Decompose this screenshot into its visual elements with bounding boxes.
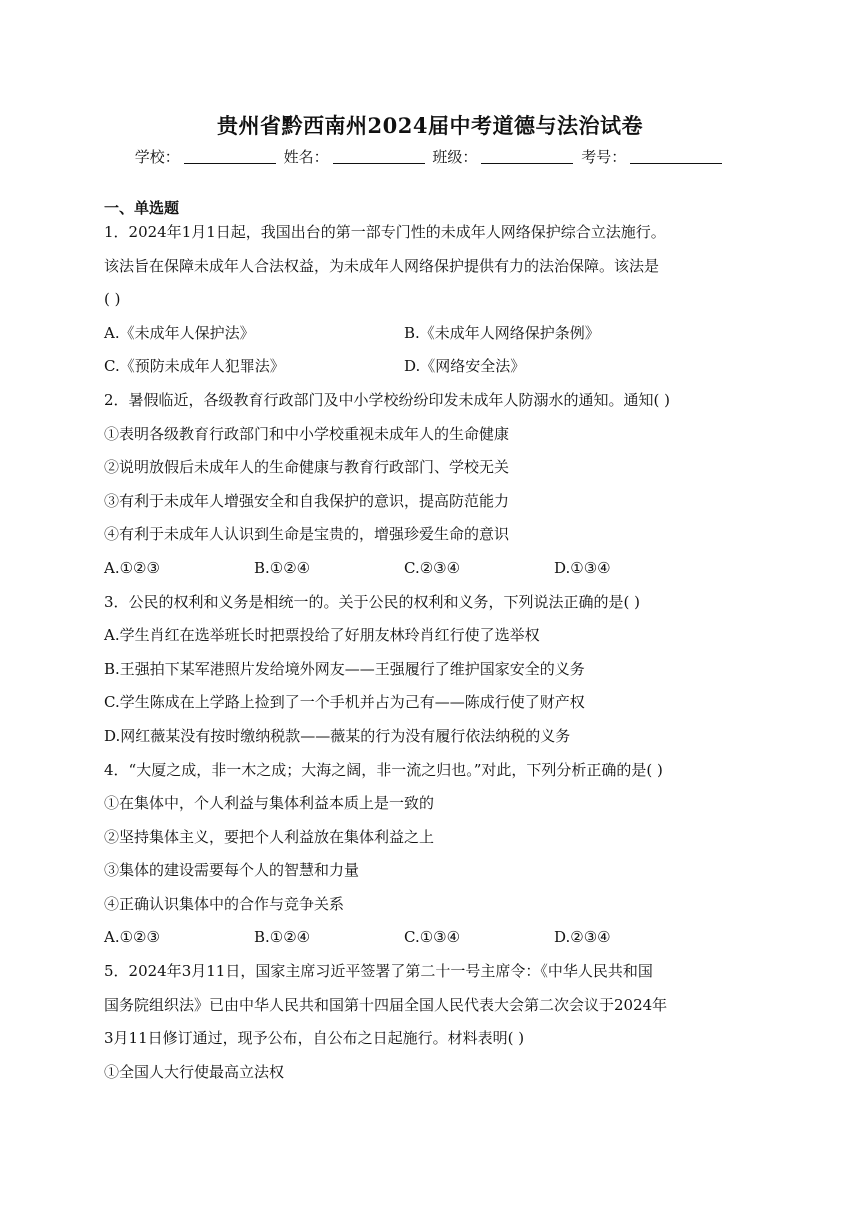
option-d[interactable]: D.①③④ bbox=[554, 558, 611, 577]
question-5-line: 国务院组织法》已由中华人民共和国第十四届全国人民代表大会第二次会议于2024年 bbox=[104, 995, 668, 1014]
question-4-statement: ④正确认识集体中的合作与竞争关系 bbox=[104, 894, 345, 913]
option-b[interactable]: B.王强拍下某军港照片发给境外网友——王强履行了维护国家安全的义务 bbox=[104, 659, 585, 678]
option-c[interactable]: C.学生陈成在上学路上捡到了一个手机并占为己有——陈成行使了财产权 bbox=[104, 693, 585, 712]
name-label: 姓名： bbox=[283, 148, 329, 166]
exam-title: 贵州省黔西南州2024届中考道德与法治试卷 bbox=[217, 113, 643, 138]
question-2-options-row bbox=[104, 552, 764, 586]
question-2-statement: ④有利于未成年人认识到生命是宝贵的，增强珍爱生命的意识 bbox=[104, 525, 510, 544]
questions-body bbox=[104, 216, 764, 1089]
student-info-row bbox=[0, 146, 860, 167]
question-1-line: 1．2024年1月1日起，我国出台的第一部专门性的未成年人网络保护综合立法施行。 bbox=[104, 223, 666, 241]
option-b[interactable]: B.①②④ bbox=[254, 928, 311, 947]
question-1-line: ( ) bbox=[104, 290, 121, 309]
class-label: 班级： bbox=[432, 148, 478, 166]
option-d[interactable]: D.②③④ bbox=[554, 928, 611, 947]
question-5-statement: ①全国人大行使最高立法权 bbox=[104, 1062, 285, 1081]
question-4-statement: ①在集体中，个人利益与集体利益本质上是一致的 bbox=[104, 794, 435, 813]
option-c[interactable]: C.②③④ bbox=[404, 558, 461, 577]
section-heading: 一、单选题 bbox=[104, 199, 180, 217]
class-blank[interactable] bbox=[481, 149, 573, 164]
option-c[interactable]: C.《预防未成年人犯罪法》 bbox=[104, 357, 285, 376]
question-2-statement: ③有利于未成年人增强安全和自我保护的意识，提高防范能力 bbox=[104, 491, 510, 510]
question-2-statement: ②说明放假后未成年人的生命健康与教育行政部门、学校无关 bbox=[104, 458, 510, 477]
option-a[interactable]: A.学生肖红在选举班长时把票投给了好朋友林玲肖红行使了选举权 bbox=[104, 626, 540, 645]
option-a[interactable]: A.①②③ bbox=[104, 928, 160, 947]
option-c[interactable]: C.①③④ bbox=[404, 928, 461, 947]
question-1-line: 该法旨在保障未成年人合法权益，为未成年人网络保护提供有力的法治保障。该法是 bbox=[104, 256, 660, 275]
option-b[interactable]: B.《未成年人网络保护条例》 bbox=[404, 323, 600, 342]
option-d[interactable]: D.网红薇某没有按时缴纳税款——薇某的行为没有履行依法纳税的义务 bbox=[104, 726, 571, 745]
school-blank[interactable] bbox=[184, 149, 276, 164]
question-4-options-row bbox=[104, 921, 764, 955]
question-2-statement: ①表明各级教育行政部门和中小学校重视未成年人的生命健康 bbox=[104, 424, 510, 443]
question-4-line: 4．“大厦之成，非一木之成；大海之阔，非一流之归也。”对此，下列分析正确的是( ) bbox=[104, 760, 663, 779]
option-b[interactable]: B.①②④ bbox=[254, 558, 311, 577]
option-a[interactable]: A.《未成年人保护法》 bbox=[104, 323, 255, 342]
question-1-options-row bbox=[104, 350, 764, 384]
option-d[interactable]: D.《网络安全法》 bbox=[404, 357, 526, 376]
name-blank[interactable] bbox=[333, 149, 425, 164]
question-2-line: 2．暑假临近，各级教育行政部门及中小学校纷纷印发未成年人防溺水的通知。通知( ) bbox=[104, 390, 671, 409]
question-3-line: 3．公民的权利和义务是相统一的。关于公民的权利和义务，下列说法正确的是( ) bbox=[104, 592, 641, 611]
option-a[interactable]: A.①②③ bbox=[104, 558, 160, 577]
exam-number-label: 考号： bbox=[581, 148, 627, 166]
question-4-statement: ②坚持集体主义，要把个人利益放在集体利益之上 bbox=[104, 827, 435, 846]
question-5-line: 5．2024年3月11日，国家主席习近平签署了第二十一号主席令：《中华人民共和国 bbox=[104, 962, 653, 981]
question-1-options-row bbox=[104, 317, 764, 351]
question-4-statement: ③集体的建设需要每个人的智慧和力量 bbox=[104, 861, 360, 880]
question-5-line: 3月11日修订通过，现予公布，自公布之日起施行。材料表明( ) bbox=[104, 1029, 525, 1048]
school-label: 学校： bbox=[134, 148, 180, 166]
exam-number-blank[interactable] bbox=[630, 149, 722, 164]
